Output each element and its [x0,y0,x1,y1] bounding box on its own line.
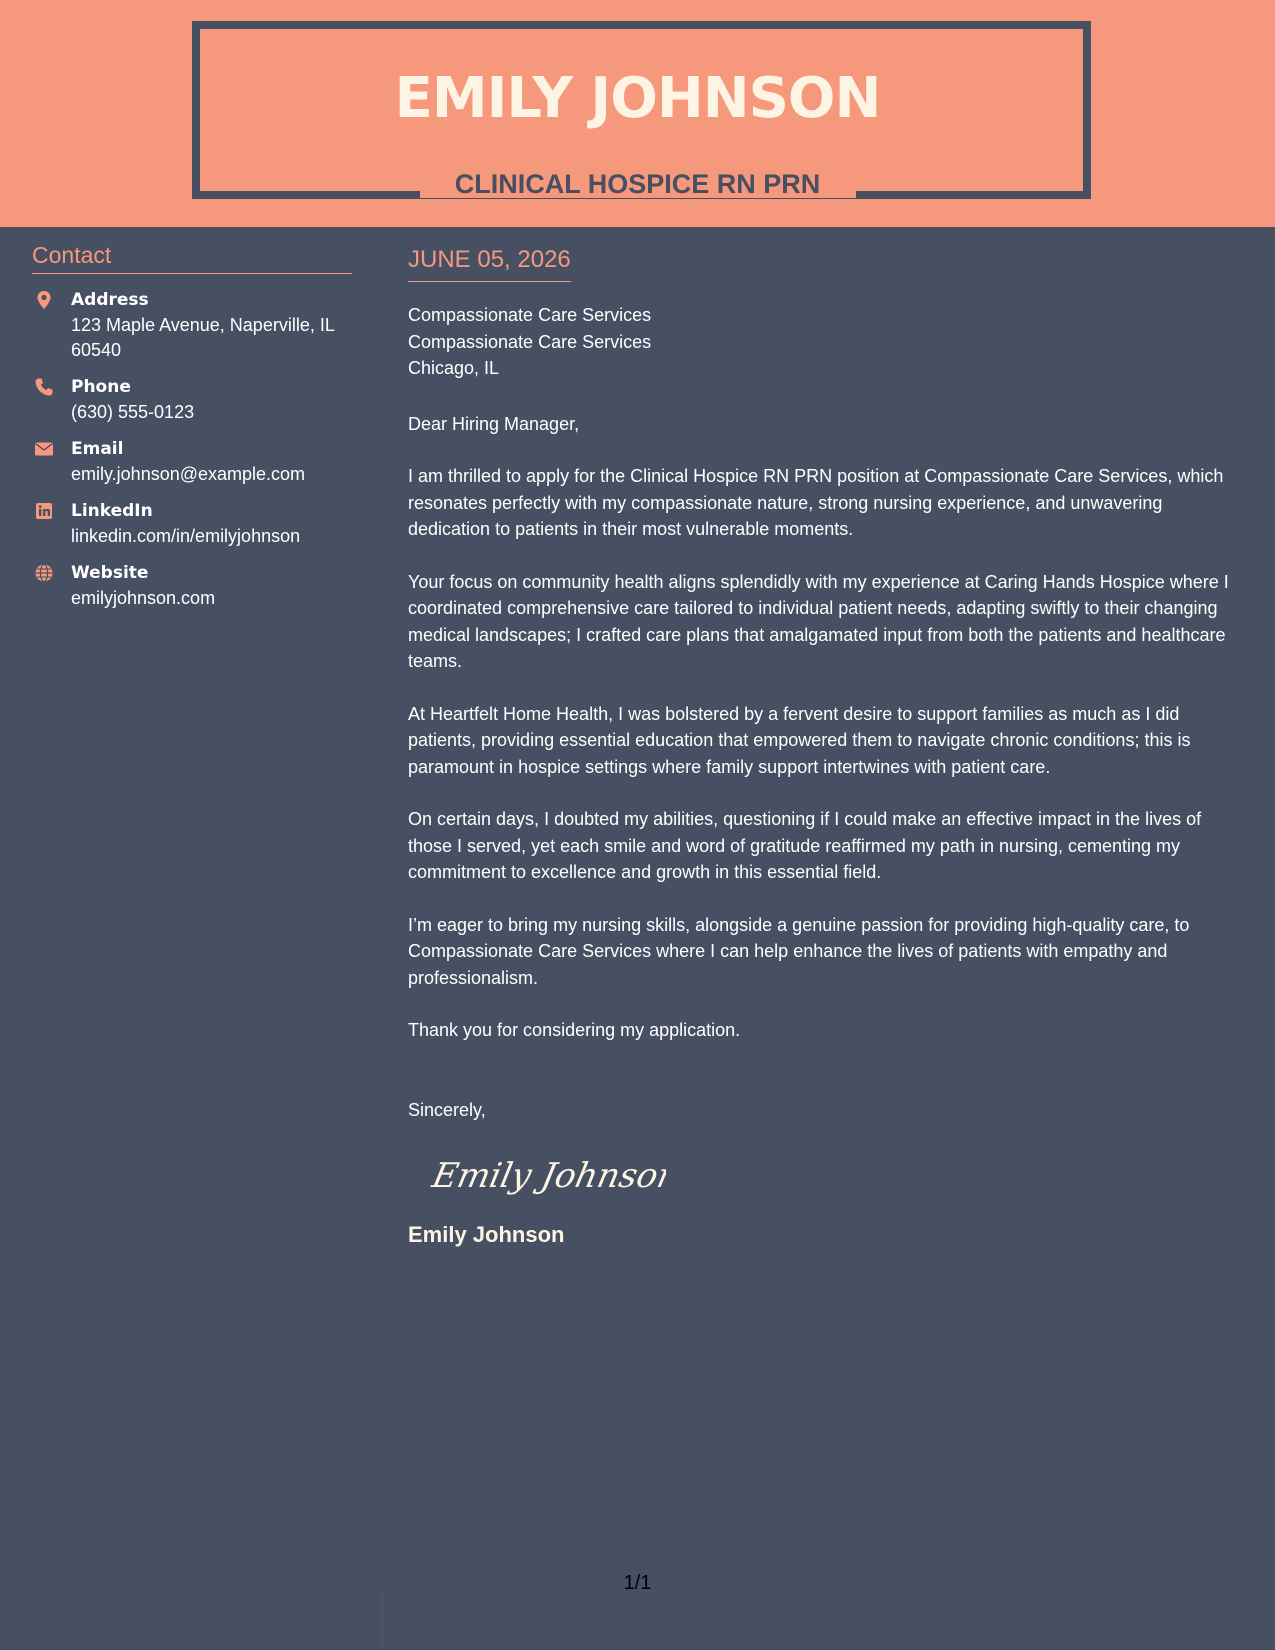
contact-label: Email [71,439,124,459]
letter-body [408,245,1248,1250]
contact-item-phone [32,375,352,425]
page-number: 1/1 [623,1572,652,1594]
applicant-name: EMILY JOHNSON [394,66,881,131]
contact-label: Address [71,290,149,310]
phone-icon [34,377,54,397]
contact-item-linkedin [32,499,352,549]
linkedin-icon [34,501,54,521]
letter-paragraph: I’m eager to bring my nursing skills, alongside a genuine passion for providing high-quality care, to Compassionate Care Services where I can help enhance the lives of patients with empathy and professionalism. [408,914,1190,988]
recipient-line: Compassionate Care Services [408,331,652,352]
recipient-block [408,302,1248,382]
signer-name: Emily Johnson [408,1222,565,1247]
linkedin-value: linkedin.com/in/emilyjohnson [71,526,301,546]
contact-item-email [32,437,352,487]
letter-paragraph: At Heartfelt Home Health, I was bolstered by a fervent desire to support families as much as I did patients, providing essential education that empowered them to navigate chronic conditions; this is paramount in hospice settings where family support intertwines with patient care. [408,703,1191,777]
letter-paragraph: Thank you for considering my application. [408,1020,741,1040]
globe-icon [34,563,54,583]
map-pin-icon [34,290,54,310]
letter-paragraph: On certain days, I doubted my abilities, questioning if I could make an effective impact in the lives of those I served, yet each smile and word of gratitude reaffirmed my path in nursing, cementing my commitment to excellence and growth in this essential field. [408,809,1202,882]
contact-label: LinkedIn [71,501,153,521]
job-title: CLINICAL HOSPICE RN PRN [454,169,821,199]
salutation: Dear Hiring Manager, [408,413,580,434]
header-banner [0,0,1275,227]
recipient-line: Compassionate Care Services [408,305,652,325]
letter-paragraph: Your focus on community health aligns splendidly with my experience at Caring Hands Hospice where I coordinated comprehensive care tailored to individual patient needs, adapting swiftly to their changing medical landscapes; I crafted care plans that amalgamated input from both the patients and healthcare teams. [408,571,1229,671]
recipient-line: Chicago, IL [408,358,500,378]
email-value: emily.johnson@example.com [71,464,306,484]
contact-heading: Contact [32,240,352,274]
envelope-icon [34,439,54,459]
website-value: emilyjohnson.com [71,588,216,608]
contact-label: Phone [71,377,131,397]
address-value: 123 Maple Avenue, Naperville, IL 60540 [71,315,335,360]
contact-sidebar [32,240,352,623]
phone-value: (630) 555-0123 [71,402,195,422]
letter-date: JUNE 05, 2026 [408,245,571,282]
closing: Sincerely, [408,1099,486,1120]
contact-item-address [32,288,352,363]
handwritten-signature [426,1143,666,1205]
letter-paragraph: I am thrilled to apply for the Clinical Hospice RN PRN position at Compassionate Care Services, which resonates perfectly with my compassionate nature, strong nursing experience, and unwavering dedication to patients in their most vulnerable moments. [408,466,1224,539]
svg-text:Emily Johnson: Emily Johnson [428,1156,666,1196]
contact-label: Website [71,563,149,583]
contact-item-website [32,561,352,611]
